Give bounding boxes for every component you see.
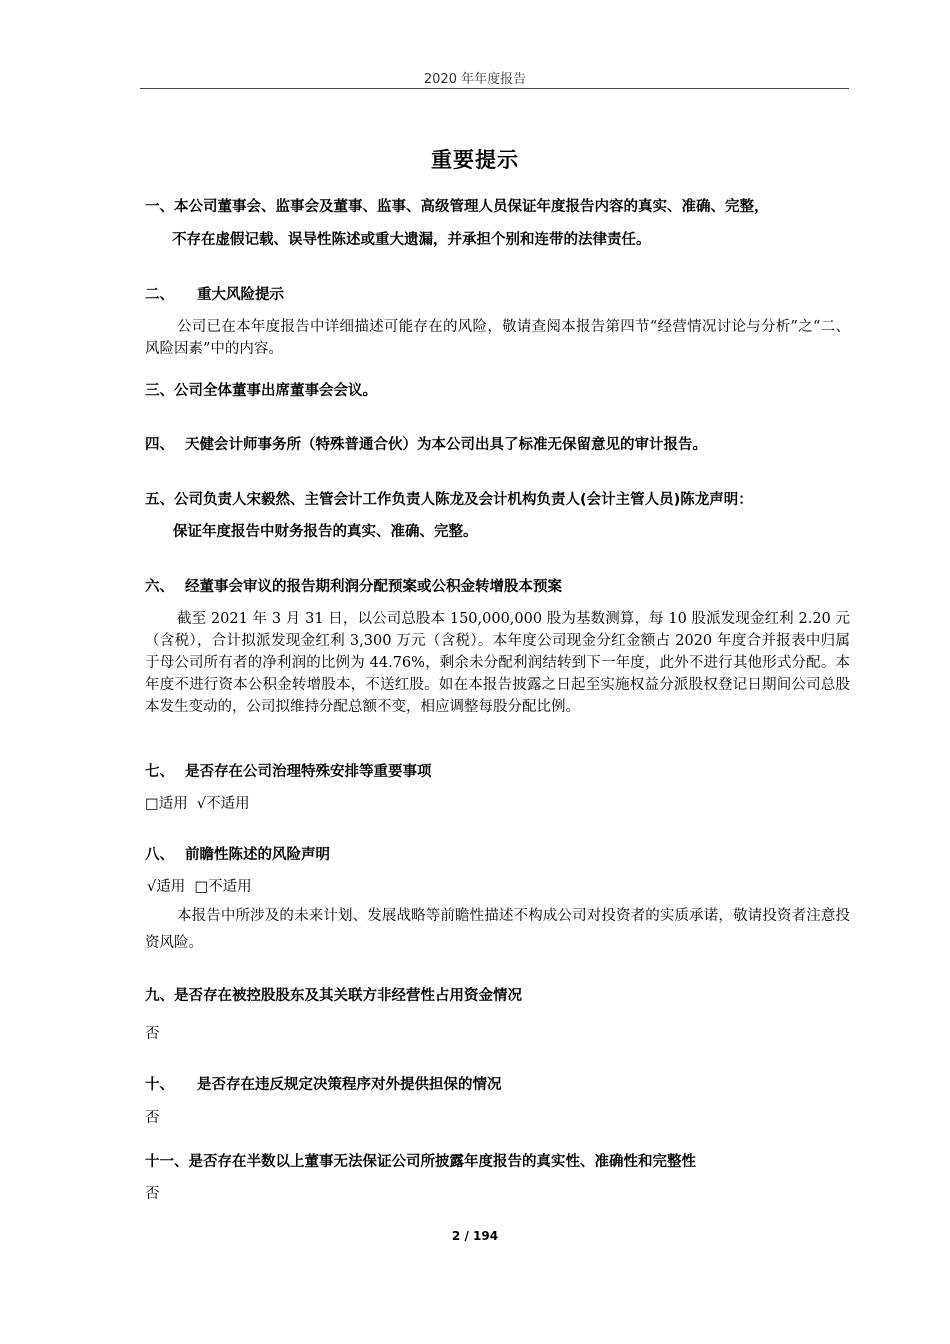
section-2-number: 二、 (145, 287, 174, 303)
section-3: 三、公司全体董事出席董事会会议。 (145, 383, 377, 399)
section-6-number: 六、 (145, 579, 174, 595)
section-5-line-2: 保证年度报告中财务报告的真实、准确、完整。 (173, 524, 478, 540)
section-6-body (145, 608, 850, 718)
section-10-title: 是否存在违反规定决策程序对外提供担保的情况 (197, 1077, 502, 1093)
section-8-number: 八、 (145, 847, 174, 863)
section-7-heading (145, 761, 850, 783)
section-11-heading: 十一、是否存在半数以上董事无法保证公司所披露年度报告的真实性、准确性和完整性 (145, 1154, 696, 1170)
running-header: 2020 年年度报告 (423, 72, 527, 87)
section-9-heading: 九、是否存在被控股股东及其关联方非经营性占用资金情况 (145, 988, 522, 1004)
page-title: 重要提示 (431, 148, 519, 172)
section-2-paragraph: 公司已在本年度报告中详细描述可能存在的风险，敬请查阅本报告第四节“经营情况讨论与分析”之“二、风险因素”中的内容。 (145, 319, 850, 357)
section-4-number: 四、 (145, 437, 174, 453)
section-7-title: 是否存在公司治理特殊安排等重要事项 (185, 764, 432, 780)
section-2-heading (145, 284, 850, 306)
section-11-answer: 否 (145, 1186, 160, 1202)
section-2-body (145, 316, 850, 360)
section-4 (145, 434, 850, 456)
section-6-heading (145, 576, 850, 598)
section-10-number: 十、 (145, 1077, 174, 1093)
section-4-text: 天健会计师事务所（特殊普通合伙）为本公司出具了标准无保留意见的审计报告。 (185, 437, 707, 453)
section-7-option-not-applicable: √不适用 (196, 796, 250, 812)
section-1-line-2: 不存在虚假记载、误导性陈述或重大遗漏，并承担个别和连带的法律责任。 (172, 232, 651, 248)
section-8-option-not-applicable: □不适用 (194, 879, 252, 895)
section-8-heading (145, 844, 850, 866)
section-10-heading (145, 1074, 850, 1096)
section-8-options (147, 876, 852, 898)
section-7-option-applicable: □适用 (145, 796, 188, 812)
section-6-title: 经董事会审议的报告期利润分配预案或公积金转增股本预案 (185, 579, 562, 595)
section-10-answer: 否 (145, 1110, 160, 1126)
section-6-paragraph: 截至 2021 年 3 月 31 日，以公司总股本 150,000,000 股为基数测算，每 10 股派发现金红利 2.20 元（含税），合计拟派发现金红利 3,300 万元（含税）。本年度公司现金分红金额占 2020 年度合并报表中归属于母公司所有者的净利润的比例为 44.76%，剩余未分配利润结转到下一年度，此外不进行其他形式分配。本年度不进行资本公积金转增股本，不送红股。如在本报告披露之日起至实施权益分派股权登记日期间公司总股本发生变动的，公司拟维持分配总额不变，相应调整每股分配比例。 (145, 611, 850, 715)
section-7-options (145, 793, 850, 815)
section-1-line-1: 一、本公司董事会、监事会及董事、监事、高级管理人员保证年度报告内容的真实、准确、完整， (145, 199, 769, 215)
section-5-line-1: 五、公司负责人宋毅然、主管会计工作负责人陈龙及会计机构负责人(会计主管人员)陈龙声明： (145, 492, 753, 508)
section-8-title: 前瞻性陈述的风险声明 (185, 847, 330, 863)
section-2-title: 重大风险提示 (197, 287, 284, 303)
section-8-body (145, 903, 850, 957)
section-7-number: 七、 (145, 764, 174, 780)
section-8-option-applicable: √适用 (147, 879, 186, 895)
page-number: 2 / 194 (451, 1229, 499, 1243)
section-9-answer: 否 (145, 1026, 160, 1042)
header-rule (140, 88, 849, 89)
section-8-paragraph: 本报告中所涉及的未来计划、发展战略等前瞻性描述不构成公司对投资者的实质承诺，敬请投资者注意投资风险。 (145, 908, 850, 951)
